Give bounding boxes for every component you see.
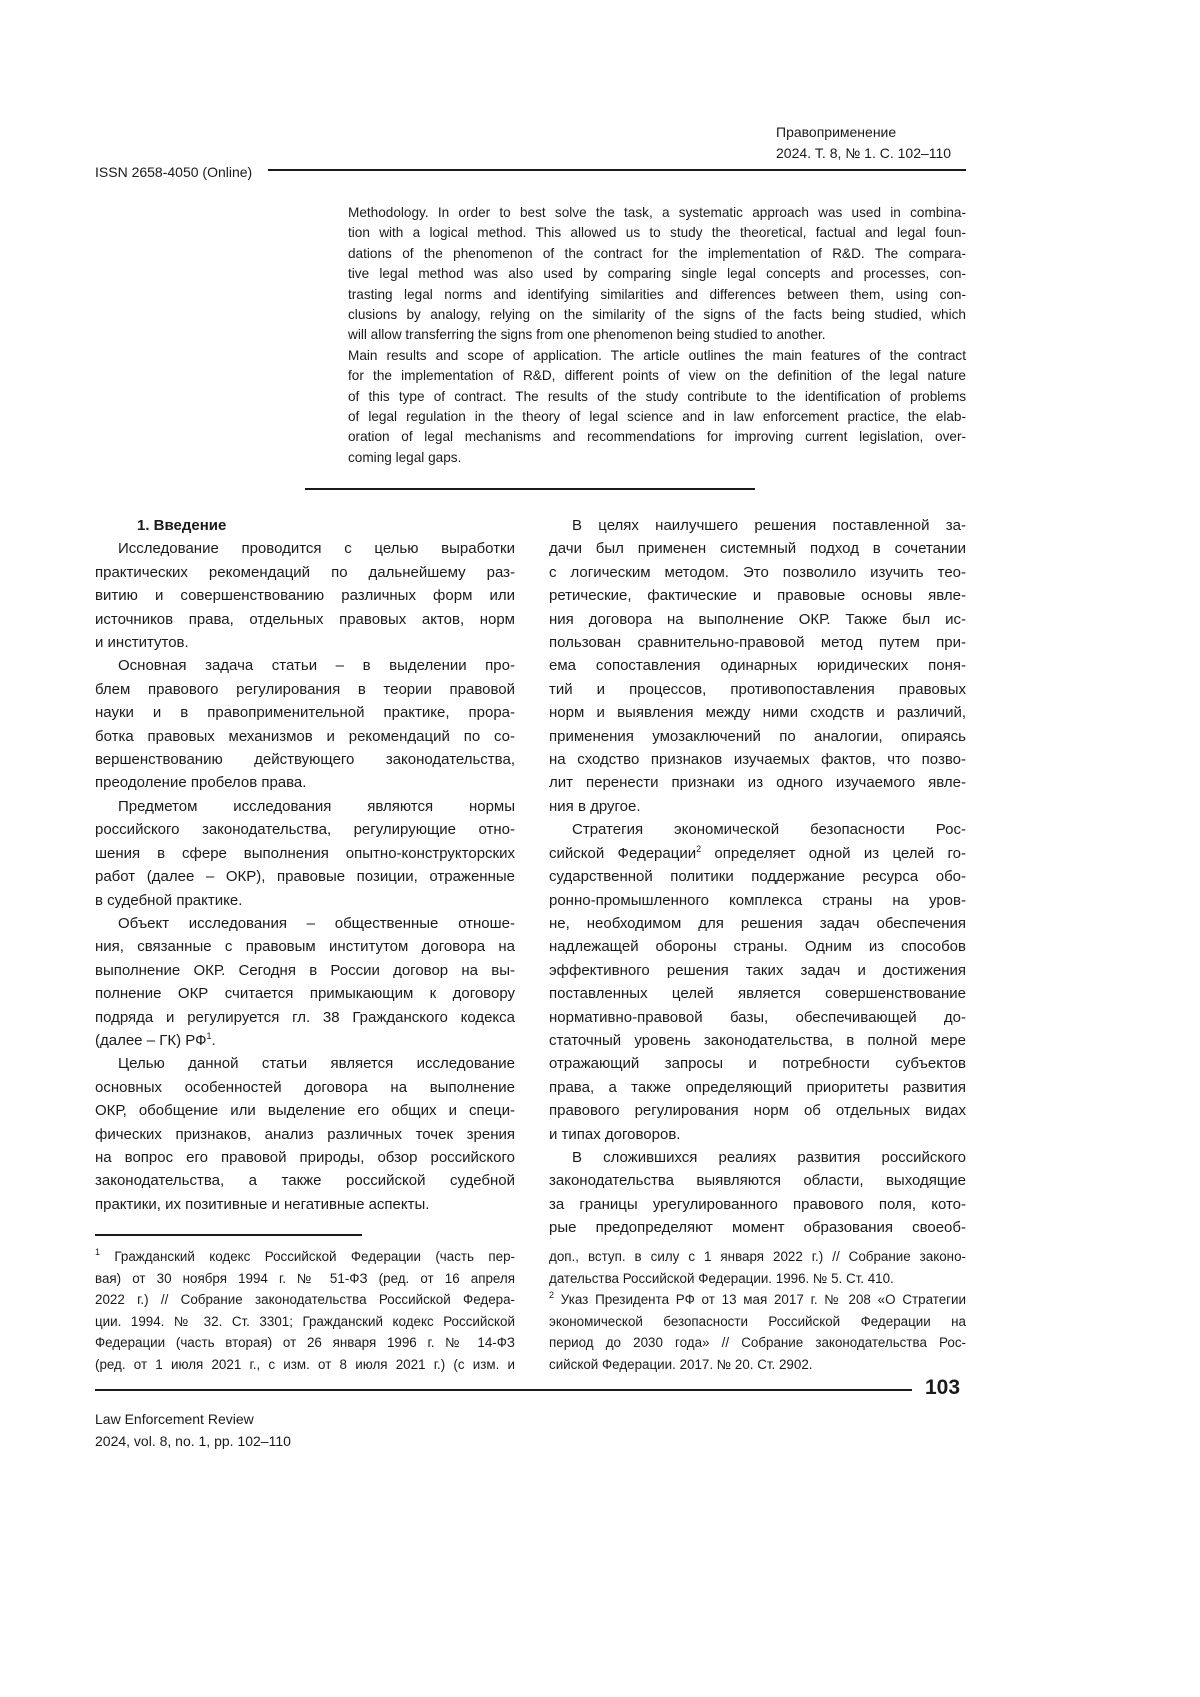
body-text-line: выполнение ОКР. Сегодня в России договор на вы- [95, 959, 515, 982]
body-text-line: дачи был применен системный подход в сочетании [549, 537, 966, 560]
body-text-line: российского законодательства, регулирующие отно- [95, 818, 515, 841]
journal-title-en: Law Enforcement Review [95, 1408, 291, 1430]
body-text-line: законодательства выявляются области, выходящие [549, 1169, 966, 1192]
body-text-line: в судебной практике. [95, 889, 515, 912]
abstract-line: oration of legal mechanisms and recommendations for improving current legislation, over- [348, 427, 966, 447]
body-text-line: нормативно-правовой базы, обеспечивающей до- [549, 1006, 966, 1029]
abstract-line: for the implementation of R&D, different points of view on the definition of the legal nature [348, 366, 966, 386]
footnote-separator [95, 1234, 362, 1236]
left-column [95, 514, 515, 1216]
footnote-line: дательства Российской Федерации. 1996. № 5. Ст. 410. [549, 1268, 966, 1290]
body-text-line: витию и совершенствованию различных форм или [95, 584, 515, 607]
right-column [549, 514, 966, 1240]
body-text-line: Основная задача статьи – в выделении про- [95, 654, 515, 677]
body-text-line: шения в сфере выполнения опытно-конструкторских [95, 842, 515, 865]
abstract-line: will allow transferring the signs from one phenomenon being studied to another. [348, 325, 966, 345]
footnote-line: 2022 г.) // Собрание законодательства Российской Федера- [95, 1289, 515, 1311]
body-text-line: правового регулирования норм об отдельных видах [549, 1099, 966, 1122]
body-text-line: Целью данной статьи является исследование [95, 1052, 515, 1075]
body-text-line: на сходство признаков изучаемых фактов, что позво- [549, 748, 966, 771]
body-text-line: отражающий запросы и потребности субъектов [549, 1052, 966, 1075]
running-header-ru [776, 122, 951, 164]
body-text-line: ния договора на выполнение ОКР. Также был ис- [549, 608, 966, 631]
body-text-line: (далее – ГК) РФ1. [95, 1029, 515, 1052]
body-text-line: ботка правовых механизмов и рекомендаций по со- [95, 725, 515, 748]
abstract-line: tion with a logical method. This allowed us to study the theoretical, factual and legal foun- [348, 223, 966, 243]
body-text-line: ронно-промышленного комплекса страны на уров- [549, 889, 966, 912]
body-text-line: основных особенностей договора на выполнение [95, 1076, 515, 1099]
citation-ru: 2024. Т. 8, № 1. С. 102–110 [776, 143, 951, 164]
abstract-line: trasting legal norms and identifying similarities and differences between them, using con- [348, 285, 966, 305]
body-text-line: ема сопоставления одинарных юридических поня- [549, 654, 966, 677]
footnote-line: ции. 1994. № 32. Ст. 3301; Гражданский кодекс Российской [95, 1311, 515, 1333]
body-text-line: лит перенести признаки из одного изучаемого явле- [549, 771, 966, 794]
footnote-line: вая) от 30 ноября 1994 г. № 51-ФЗ (ред. от 16 апреля [95, 1268, 515, 1290]
body-text-line: преодоление пробелов права. [95, 771, 515, 794]
footnote-line: период до 2030 года» // Собрание законодательства Рос- [549, 1332, 966, 1354]
body-text-line: блем правового регулирования в теории правовой [95, 678, 515, 701]
section-heading: 1. Введение [95, 514, 515, 537]
footnote-line: (ред. от 1 июля 2021 г., с изм. от 8 июля 2021 г.) (с изм. и [95, 1354, 515, 1376]
body-text-line: применения умозаключений по аналогии, опираясь [549, 725, 966, 748]
body-text-line: ния, связанные с правовым институтом договора на [95, 935, 515, 958]
body-text-line: ния в другое. [549, 795, 966, 818]
footnote-line: Федерации (часть вторая) от 26 января 1996 г. № 14-ФЗ [95, 1332, 515, 1354]
citation-en: 2024, vol. 8, no. 1, pp. 102–110 [95, 1430, 291, 1452]
body-text-line: работ (далее – ОКР), правовые позиции, отраженные [95, 865, 515, 888]
body-text-line: полнение ОКР считается примыкающим к договору [95, 982, 515, 1005]
body-text-line: В сложившихся реалиях развития российского [549, 1146, 966, 1169]
issn: ISSN 2658-4050 (Online) [95, 162, 252, 183]
body-text-line: эффективного решения таких задач и достижения [549, 959, 966, 982]
body-text-line: норм и выявления между ними сходств и различий, [549, 701, 966, 724]
header-rule [268, 169, 966, 171]
page-number: 103 [925, 1376, 960, 1400]
footer-rule [95, 1389, 912, 1391]
footnote-marker: 2 [549, 1290, 554, 1300]
body-text-line: пользован сравнительно-правовой метод путем при- [549, 631, 966, 654]
body-text-line: статочный уровень законодательства, в полной мере [549, 1029, 966, 1052]
body-text-line: Стратегия экономической безопасности Рос- [549, 818, 966, 841]
abstract-separator [305, 488, 755, 490]
running-footer-en [95, 1408, 291, 1452]
abstract-line: Main results and scope of application. The article outlines the main features of the contract [348, 346, 966, 366]
body-text-line: тий и процессов, противопоставления правовых [549, 678, 966, 701]
abstract-line: tive legal method was also used by comparing single legal concepts and processes, con- [348, 264, 966, 284]
journal-title-ru: Правоприменение [776, 122, 951, 143]
footnote-marker: 1 [206, 1031, 211, 1041]
body-text-line: права, а также определяющий приоритеты развития [549, 1076, 966, 1099]
body-text-line: сударственной политики поддержание ресурса обо- [549, 865, 966, 888]
body-text-line: и типах договоров. [549, 1123, 966, 1146]
abstract-line: Methodology. In order to best solve the task, a systematic approach was used in combina- [348, 203, 966, 223]
body-text-line: на вопрос его правовой природы, обзор российского [95, 1146, 515, 1169]
footnotes-right [549, 1246, 966, 1376]
body-text-line: Предметом исследования являются нормы [95, 795, 515, 818]
footnote-marker: 2 [696, 844, 701, 854]
abstract-line: of legal regulation in the theory of legal science and in law enforcement practice, the elab- [348, 407, 966, 427]
body-text-line: В целях наилучшего решения поставленной за- [549, 514, 966, 537]
body-text-line: надлежащей обороны страны. Одним из способов [549, 935, 966, 958]
body-text-line: Объект исследования – общественные отноше- [95, 912, 515, 935]
body-text-line: фических признаков, анализ различных точек зрения [95, 1123, 515, 1146]
footnote-line: 2 Указ Президента РФ от 13 мая 2017 г. № 208 «О Стратегии [549, 1289, 966, 1311]
body-text-line: законодательства, а также российской судебной [95, 1169, 515, 1192]
body-text-line: источников права, отдельных правовых актов, норм [95, 608, 515, 631]
footnote-line: сийской Федерации. 2017. № 20. Ст. 2902. [549, 1354, 966, 1376]
body-text-line: поставленных целей является совершенствование [549, 982, 966, 1005]
footnote-line: доп., вступ. в силу с 1 января 2022 г.) // Собрание законо- [549, 1246, 966, 1268]
body-text-line: Исследование проводится с целью выработки [95, 537, 515, 560]
body-text-line: не, необходимом для решения задач обеспечения [549, 912, 966, 935]
body-text-line: практики, их позитивные и негативные аспекты. [95, 1193, 515, 1216]
body-text-line: рые предопределяют момент образования своеоб- [549, 1216, 966, 1239]
footnote-line: 1 Гражданский кодекс Российской Федерации (часть пер- [95, 1246, 515, 1268]
abstract-line: dations of the phenomenon of the contract for the implementation of R&D. The compara- [348, 244, 966, 264]
body-text-line: за границы урегулированного правового поля, кото- [549, 1193, 966, 1216]
body-text-line: ретические, фактические и правовые основы явле- [549, 584, 966, 607]
body-text-line: и институтов. [95, 631, 515, 654]
abstract-line: coming legal gaps. [348, 448, 966, 468]
body-text-line: с логическим методом. Это позволило изучить тео- [549, 561, 966, 584]
footnote-line: экономической безопасности Российской Федерации на [549, 1311, 966, 1333]
footnotes-left [95, 1246, 515, 1376]
abstract-line: of this type of contract. The results of the study contribute to the identification of problems [348, 387, 966, 407]
body-text-line: ОКР, обобщение или выделение его общих и специ- [95, 1099, 515, 1122]
body-text-line: вершенствованию действующего законодательства, [95, 748, 515, 771]
abstract-line: clusions by analogy, relying on the similarity of the signs of the facts being studied, which [348, 305, 966, 325]
body-text-line: науки и в правоприменительной практике, прора- [95, 701, 515, 724]
body-text-line: практических рекомендаций по дальнейшему раз- [95, 561, 515, 584]
body-text-line: сийской Федерации2 определяет одной из целей го- [549, 842, 966, 865]
footnote-marker: 1 [95, 1247, 100, 1257]
body-text-line: подряда и регулируется гл. 38 Гражданского кодекса [95, 1006, 515, 1029]
abstract-continuation [348, 203, 966, 468]
